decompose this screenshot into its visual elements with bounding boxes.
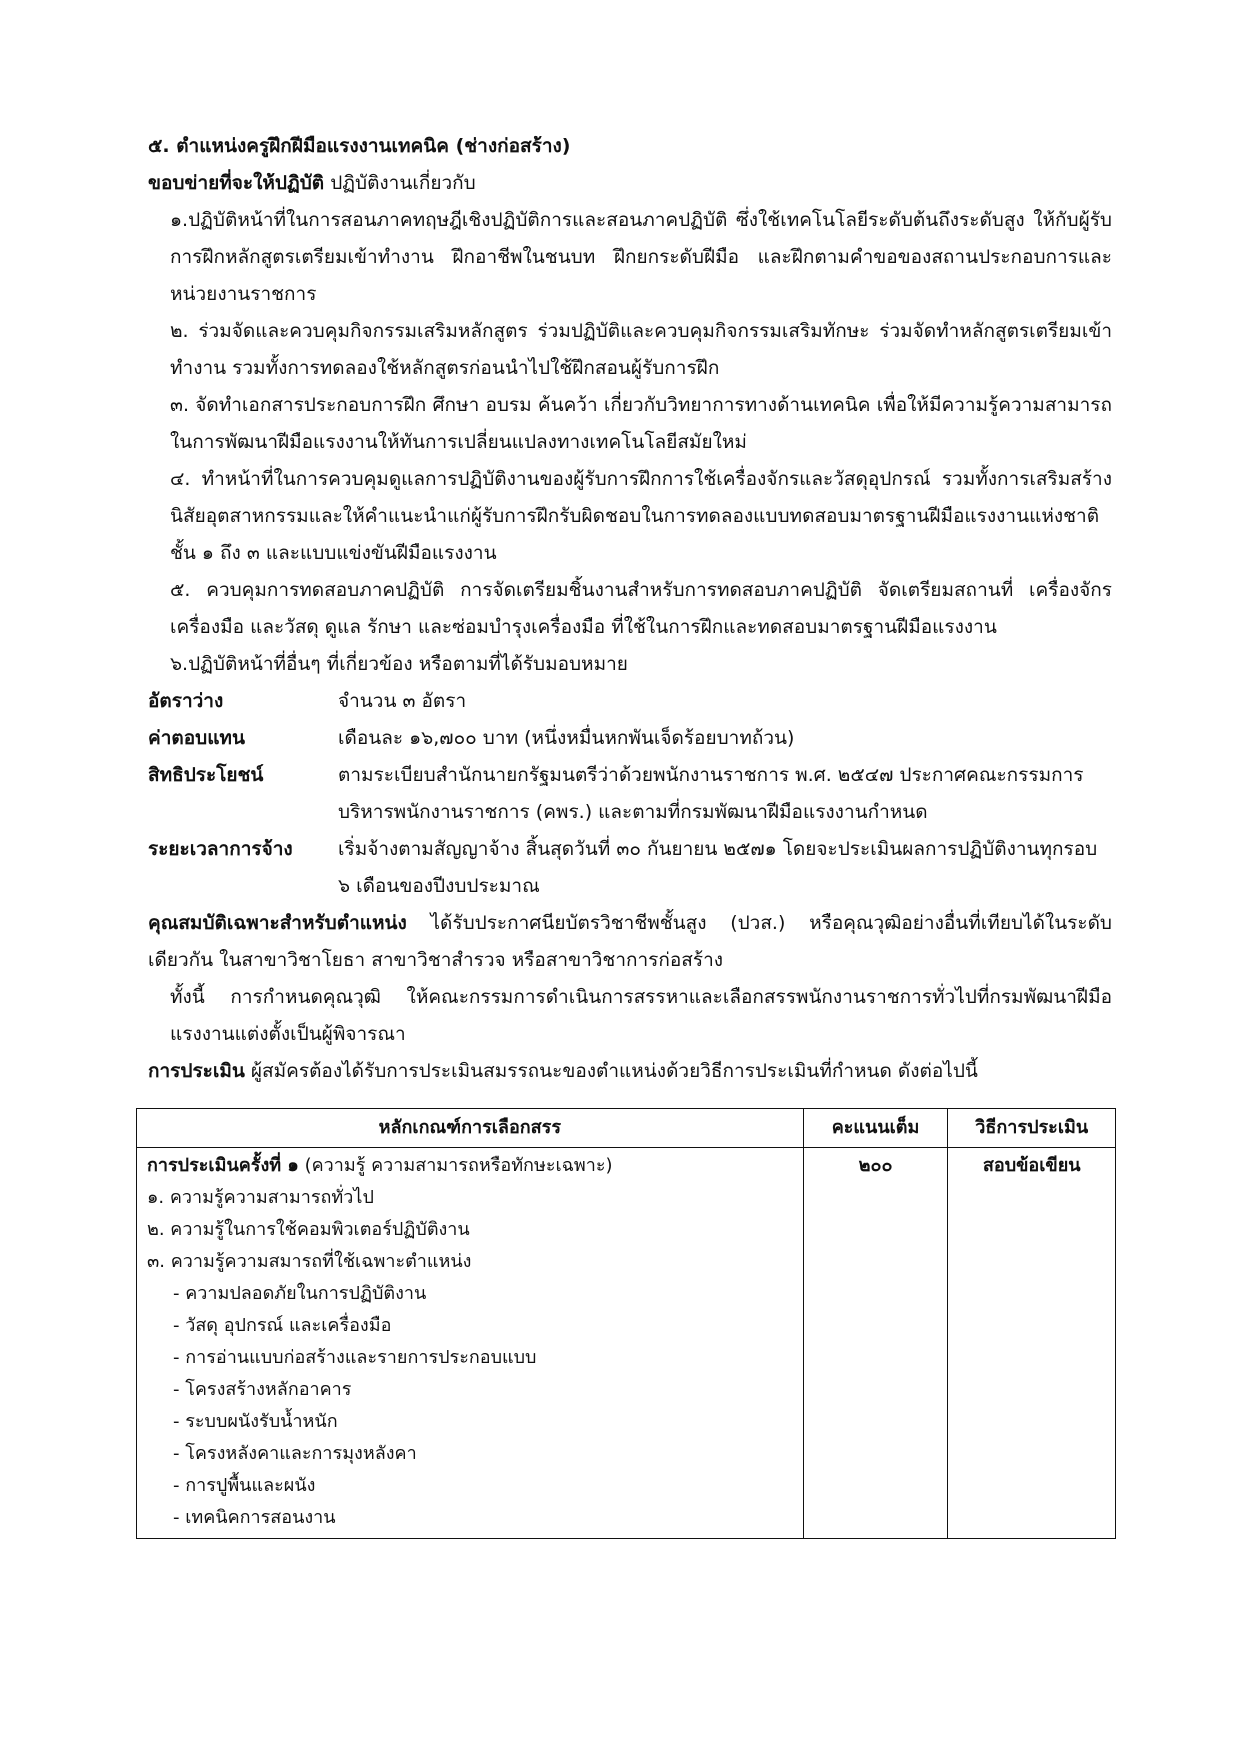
benefits-value: ตามระเบียบสำนักนายกรัฐมนตรีว่าด้วยพนักงานราชการ พ.ศ. ๒๕๔๗ ประกาศคณะกรรมการบริหารพนักงานราชการ (คพร.) และตามที่กรมพัฒนาฝีมือแรงงานกำหนด xyxy=(338,764,1084,823)
round-title: การประเมินครั้งที่ ๑ xyxy=(147,1155,299,1176)
duty-2: ๒. ร่วมจัดและควบคุมกิจกรรมเสริมหลักสูตร ร่วมปฏิบัติและควบคุมกิจกรรมเสริมทักษะ ร่วมจัดทำหลักสูตรเตรียมเข้าทำงาน รวมทั้งการทดลองใช้หลักสูตรก่อนนำไปใช้ฝึกสอนผู้รับการฝึก xyxy=(170,320,1112,379)
period-row xyxy=(148,831,1112,905)
salary-label: ค่าตอบแทน xyxy=(148,727,245,749)
duty-3: ๓. จัดทำเอกสารประกอบการฝึก ศึกษา อบรม ค้นคว้า เกี่ยวกับวิทยาการทางด้านเทคนิค เพื่อให้มีความรู้ความสามารถในการพัฒนาฝีมือแรงงานให้ทันการเปลี่ยนแปลงทางเทคโนโลยีสมัยใหม่ xyxy=(170,394,1112,453)
evaluation-row xyxy=(148,1053,1112,1090)
criteria-item: ๓. ความรู้ความสมารถที่ใช้เฉพาะตำแหน่ง xyxy=(147,1251,472,1272)
criteria-item: ๒. ความรู้ในการใช้คอมพิวเตอร์ปฏิบัติงาน xyxy=(147,1219,470,1240)
qualification-row xyxy=(148,905,1112,979)
table-row xyxy=(137,1148,1116,1539)
criteria-subitem: - ความปลอดภัยในการปฏิบัติงาน xyxy=(173,1283,427,1304)
score-cell xyxy=(803,1148,948,1539)
duty-5: ๕. ควบคุมการทดสอบภาคปฏิบัติ การจัดเตรียมชิ้นงานสำหรับการทดสอบภาคปฏิบัติ จัดเตรียมสถานที่ เครื่องจักร เครื่องมือ และวัสดุ ดูแล รักษา และซ่อมบำรุงเครื่องมือ ที่ใช้ในการฝึกและทดสอบมาตรฐานฝีมือแรงงาน xyxy=(170,579,1112,638)
criteria-subitem: - การอ่านแบบก่อสร้างและรายการประกอบแบบ xyxy=(173,1347,537,1368)
position-heading: ๕. ตำแหน่งครูฝึกฝีมือแรงงานเทคนิค (ช่างก่อสร้าง) xyxy=(148,135,571,157)
criteria-cell xyxy=(137,1148,804,1539)
salary-row xyxy=(148,720,1112,757)
header-method: วิธีการประเมิน xyxy=(948,1109,1116,1148)
round-heading xyxy=(147,1150,793,1182)
table-header-row xyxy=(137,1109,1116,1148)
header-criteria: หลักเกณฑ์การเลือกสรร xyxy=(137,1109,804,1148)
appointment-note: ทั้งนี้ การกำหนดคุณวุฒิ ให้คณะกรรมการดำเนินการสรรหาและเลือกสรรพนักงานราชการทั่วไปที่กรมพัฒนาฝีมือแรงงานแต่งตั้งเป็นผู้พิจารณา xyxy=(170,986,1112,1045)
vacancy-row xyxy=(148,683,1112,720)
scope-label: ขอบข่ายที่จะให้ปฏิบัติ xyxy=(148,172,325,194)
benefits-row xyxy=(148,757,1112,831)
criteria-subitem: - วัสดุ อุปกรณ์ และเครื่องมือ xyxy=(173,1315,392,1336)
duty-1: ๑.ปฏิบัติหน้าที่ในการสอนภาคทฤษฎีเชิงปฏิบัติการและสอนภาคปฏิบัติ ซึ่งใช้เทคโนโลยีระดับต้นถึงระดับสูง ให้กับผู้รับการฝึกหลักสูตรเตรียมเข้าทำงาน ฝึกอาชีพในชนบท ฝึกยกระดับฝีมือ และฝึกตามคำขอของสถานประกอบการและหน่วยงานราชการ xyxy=(170,209,1112,305)
criteria-item: ๑. ความรู้ความสามารถทั่วไป xyxy=(147,1187,374,1208)
scope-value: ปฏิบัติงานเกี่ยวกับ xyxy=(330,172,476,194)
qualification-label: คุณสมบัติเฉพาะสำหรับตำแหน่ง xyxy=(148,912,407,934)
duty-6: ๖.ปฏิบัติหน้าที่อื่นๆ ที่เกี่ยวข้อง หรือตามที่ได้รับมอบหมาย xyxy=(170,653,628,675)
benefits-label: สิทธิประโยชน์ xyxy=(148,764,264,786)
full-score-value: ๒๐๐ xyxy=(858,1155,893,1176)
criteria-subitem: - การปูพื้นและผนัง xyxy=(173,1475,316,1496)
evaluation-label: การประเมิน xyxy=(148,1060,245,1082)
duty-4: ๔. ทำหน้าที่ในการควบคุมดูแลการปฏิบัติงานของผู้รับการฝึกการใช้เครื่องจักรและวัสดุอุปกรณ์ รวมทั้งการเสริมสร้างนิสัยอุตสาหกรรมและให้คำแนะนำแก่ผู้รับการฝึกรับผิดชอบในการทดลองแบบทดสอบมาตรฐานฝีมือแรงงานแห่งชาติ ชั้น ๑ ถึง ๓ และแบบแข่งขันฝีมือแรงงาน xyxy=(170,468,1112,564)
evaluation-value: ผู้สมัครต้องได้รับการประเมินสมรรถนะของตำแหน่งด้วยวิธีการประเมินที่กำหนด ดังต่อไปนี้ xyxy=(250,1060,978,1082)
criteria-subitem: - โครงหลังคาและการมุงหลังคา xyxy=(173,1443,417,1464)
criteria-subitem: - ระบบผนังรับน้ำหนัก xyxy=(173,1411,338,1432)
scope-row xyxy=(148,165,1112,202)
period-label: ระยะเวลาการจ้าง xyxy=(148,838,293,860)
round-note: (ความรู้ ความสามารถหรือทักษะเฉพาะ) xyxy=(304,1155,613,1176)
method-cell xyxy=(948,1148,1116,1539)
criteria-subitem: - เทคนิคการสอนงาน xyxy=(173,1507,336,1528)
selection-criteria-table xyxy=(136,1108,1116,1539)
vacancy-label: อัตราว่าง xyxy=(148,690,224,712)
vacancy-value: จำนวน ๓ อัตรา xyxy=(338,690,467,712)
period-value: เริ่มจ้างตามสัญญาจ้าง สิ้นสุดวันที่ ๓๐ กันยายน ๒๕๗๑ โดยจะประเมินผลการปฏิบัติงานทุกรอบ ๖ เดือนของปีงบประมาณ xyxy=(338,838,1098,897)
salary-value: เดือนละ ๑๖,๗๐๐ บาท (หนึ่งหมื่นหกพันเจ็ดร้อยบาทถ้วน) xyxy=(338,727,795,749)
document-body xyxy=(148,128,1112,1090)
criteria-subitem: - โครงสร้างหลักอาคาร xyxy=(173,1379,352,1400)
header-full-score: คะแนนเต็ม xyxy=(803,1109,948,1148)
method-value: สอบข้อเขียน xyxy=(982,1155,1081,1176)
qualification-value: ได้รับประกาศนียบัตรวิชาชีพชั้นสูง (ปวส.) หรือคุณวุฒิอย่างอื่นที่เทียบได้ในระดับเดียวกัน ในสาขาวิชาโยธา สาขาวิชาสำรวจ หรือสาขาวิชาการก่อสร้าง xyxy=(148,912,1112,971)
